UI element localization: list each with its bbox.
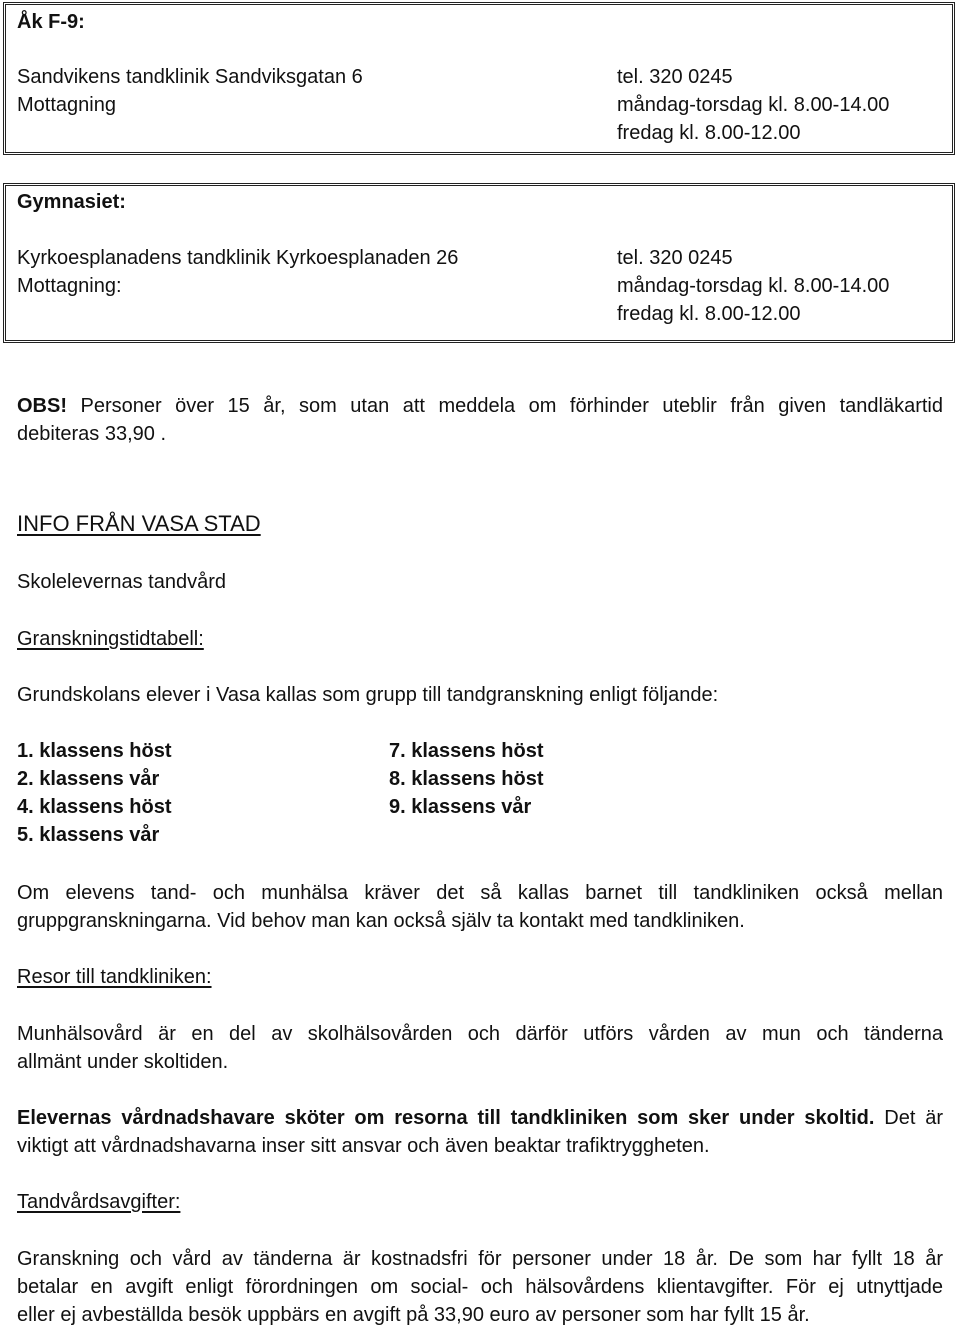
schedule-intro: Grundskolans elever i Vasa kallas som grupp till tandgranskning enligt följande: xyxy=(17,684,719,706)
guardian-line-2: viktigt att vårdnadshavarna inser sitt ansvar och även beaktar trafiktryggheten. xyxy=(17,1135,710,1157)
extra-line-2: gruppgranskningarna. Vid behov man kan också själv ta kontakt med tandkliniken. xyxy=(17,910,745,932)
schedule-left-1: 1. klassens höst xyxy=(17,740,172,762)
fees-line-2: betalar en avgift enligt förordningen om social- och hälsovårdens klientavgifter. För ej utnyttjade xyxy=(17,1276,943,1298)
schedule-right-3: 9. klassens vår xyxy=(389,796,532,818)
extra-paragraph xyxy=(17,879,943,935)
fees-line-1: Granskning och vård av tänderna är kostnadsfri för personer under 18 år. De som har fyllt 18 år xyxy=(17,1248,943,1270)
clinic-af9-reception-label: Mottagning xyxy=(17,94,116,116)
fees-line-3: eller ej avbeställda besök uppbärs en avgift på 33,90 euro av personer som har fyllt 15 år. xyxy=(17,1304,810,1326)
clinic-gymnasium-reception-label: Mottagning: xyxy=(17,275,122,297)
schedule-right-1: 7. klassens höst xyxy=(389,740,544,762)
guardian-paragraph xyxy=(17,1104,943,1160)
schedule-left-4: 5. klassens vår xyxy=(17,824,160,846)
schedule-right-2: 8. klassens höst xyxy=(389,768,544,790)
travel-line-1: Munhälsovård är en del av skolhälsovården och därför utförs vården av mun och tänderna xyxy=(17,1023,943,1045)
notice-label: OBS! xyxy=(17,395,67,417)
travel-line-2: allmänt under skoltiden. xyxy=(17,1051,229,1073)
schedule-left-3: 4. klassens höst xyxy=(17,796,172,818)
travel-heading: Resor till tandkliniken: xyxy=(17,966,212,988)
guardian-bold-text: Elevernas vårdnadshavare sköter om resorna till tandkliniken som sker under skoltid. xyxy=(17,1107,875,1129)
guardian-line-1 xyxy=(17,1104,943,1132)
notice-paragraph xyxy=(17,392,943,448)
schedule-heading: Granskningstidtabell: xyxy=(17,628,204,650)
clinic-gymnasium-hours-weekdays: måndag-torsdag kl. 8.00-14.00 xyxy=(617,275,890,297)
clinic-af9-heading: Åk F-9: xyxy=(17,11,85,33)
info-subtitle: Skolelevernas tandvård xyxy=(17,571,227,593)
clinic-af9-phone: tel. 320 0245 xyxy=(617,66,733,88)
guardian-rest-text: Det är xyxy=(874,1107,943,1129)
clinic-af9-hours-friday: fredag kl. 8.00-12.00 xyxy=(617,122,801,144)
notice-line-1 xyxy=(17,392,943,420)
extra-line-1: Om elevens tand- och munhälsa kräver det så kallas barnet till tandkliniken också mellan xyxy=(17,882,943,904)
travel-paragraph xyxy=(17,1020,943,1076)
fees-heading: Tandvårdsavgifter: xyxy=(17,1191,181,1213)
info-title: INFO FRÅN VASA STAD xyxy=(17,511,261,536)
notice-text-1: Personer över 15 år, som utan att meddela om förhinder uteblir från given tandläkartid xyxy=(67,395,943,417)
clinic-gymnasium-name: Kyrkoesplanadens tandklinik Kyrkoesplanaden 26 xyxy=(17,247,459,269)
clinic-gymnasium-phone: tel. 320 0245 xyxy=(617,247,733,269)
fees-paragraph xyxy=(17,1245,943,1329)
clinic-af9-name: Sandvikens tandklinik Sandviksgatan 6 xyxy=(17,66,363,88)
notice-line-2: debiteras 33,90 . xyxy=(17,423,166,445)
clinic-gymnasium-hours-friday: fredag kl. 8.00-12.00 xyxy=(617,303,801,325)
clinic-gymnasium-heading: Gymnasiet: xyxy=(17,191,126,213)
schedule-left-2: 2. klassens vår xyxy=(17,768,160,790)
clinic-af9-hours-weekdays: måndag-torsdag kl. 8.00-14.00 xyxy=(617,94,890,116)
